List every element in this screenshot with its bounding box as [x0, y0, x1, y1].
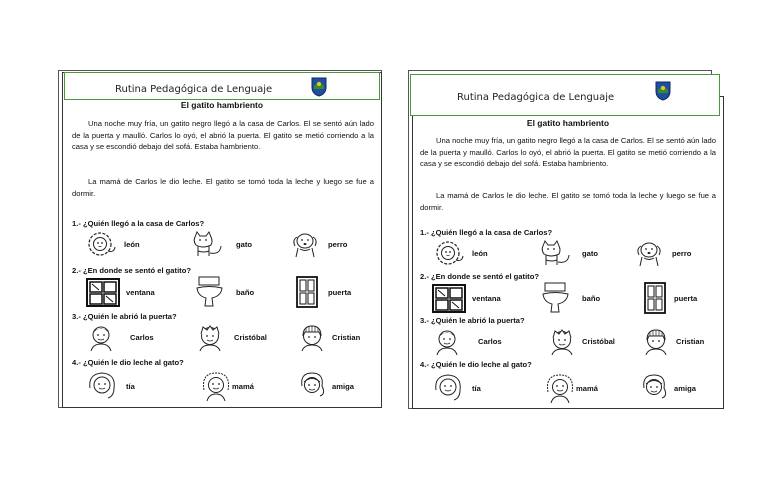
toilet-icon [196, 276, 224, 308]
question-2: 2.- ¿En donde se sentó el gatito? [72, 266, 191, 275]
door-icon [644, 282, 666, 314]
option-puerta[interactable] [296, 276, 376, 308]
option-perro[interactable] [290, 231, 370, 259]
question-2: 2.- ¿En donde se sentó el gatito? [420, 272, 539, 281]
story-paragraph-1-text: Una noche muy fría, un gatito negro llegó a la casa de Carlos. El se sentó aún lado de la puerta y maulló. Carlos lo oyó, el abrió la puerta. El gatito se metió corriendo a la casa y se escondió debajo del sofá. Estaba hambriento. [420, 136, 716, 168]
window-icon [86, 278, 120, 308]
school-crest-icon [655, 81, 671, 101]
option-label: tía [126, 382, 135, 391]
option-perro[interactable] [634, 240, 714, 268]
option-label: ventana [472, 294, 501, 303]
worksheet-left-header [64, 72, 380, 100]
option-label: perro [672, 249, 692, 258]
question-4: 4.- ¿Quién le dio leche al gato? [420, 360, 532, 369]
option-label: baño [582, 294, 601, 303]
option-label: Cristóbal [582, 337, 615, 346]
boy-icon [86, 324, 116, 352]
option-gato[interactable] [538, 240, 628, 268]
lion-icon [434, 240, 466, 268]
boy-icon [194, 324, 226, 352]
option-leon[interactable] [86, 231, 176, 259]
option-mama[interactable] [200, 370, 280, 402]
question-3: 3.- ¿Quién le abrió la puerta? [420, 316, 525, 325]
option-amiga[interactable] [638, 372, 718, 404]
dog-icon [290, 231, 324, 259]
option-label: Cristóbal [234, 333, 267, 342]
option-label: Cristian [332, 333, 361, 342]
option-label: mamá [576, 384, 598, 393]
option-carlos[interactable] [432, 328, 522, 356]
option-gato[interactable] [190, 231, 280, 259]
option-label: amiga [332, 382, 354, 391]
story-title: El gatito hambriento [180, 100, 264, 110]
school-crest-icon [311, 77, 327, 97]
option-carlos[interactable] [86, 324, 176, 352]
story-paragraph-1 [72, 118, 374, 153]
worksheet-right-header [410, 74, 720, 116]
option-label: ventana [126, 288, 155, 297]
option-tia[interactable] [86, 370, 176, 402]
woman-icon [432, 372, 464, 404]
boy-icon [296, 324, 328, 352]
option-label: gato [582, 249, 599, 258]
option-cristobal[interactable] [194, 324, 284, 352]
story-paragraph-2 [420, 190, 716, 213]
option-label: Carlos [478, 337, 502, 346]
story-paragraph-2 [72, 176, 374, 199]
option-label: tía [472, 384, 481, 393]
option-label: amiga [674, 384, 696, 393]
door-icon [296, 276, 318, 308]
woman-icon [86, 370, 118, 402]
story-paragraph-2-text: La mamá de Carlos le dio leche. El gatito se tomó toda la leche y luego se fue a dormir. [72, 177, 374, 198]
header-title: Rutina Pedagógica de Lenguaje [457, 92, 615, 103]
option-tia[interactable] [432, 372, 522, 404]
story-paragraph-1-text: Una noche muy fría, un gatito negro llegó a la casa de Carlos. El se sentó aún lado de la puerta y maulló. Carlos lo oyó, el abrió la puerta. El gatito se metió corriendo a la casa y se escondió debajo del sofá. Estaba hambriento. [72, 119, 374, 151]
option-label: león [124, 240, 140, 249]
option-label: puerta [328, 288, 352, 297]
story-paragraph-1 [420, 135, 716, 170]
boy-icon [546, 328, 578, 356]
option-bano[interactable] [196, 276, 276, 308]
option-label: Carlos [130, 333, 154, 342]
cat-icon [538, 240, 572, 268]
option-cristobal[interactable] [546, 328, 636, 356]
option-leon[interactable] [434, 240, 524, 268]
window-icon [432, 284, 466, 314]
option-puerta[interactable] [644, 282, 720, 314]
girl-icon [296, 370, 328, 402]
option-label: puerta [674, 294, 698, 303]
option-cristian[interactable] [640, 328, 720, 356]
girl-icon [638, 372, 670, 404]
cat-icon [190, 231, 224, 259]
story-paragraph-2-text: La mamá de Carlos le dio leche. El gatito se tomó toda la leche y luego se fue a dormir. [420, 191, 716, 212]
option-ventana[interactable] [86, 278, 176, 308]
option-label: león [472, 249, 488, 258]
question-1: 1.- ¿Quién llegó a la casa de Carlos? [72, 219, 205, 228]
question-1: 1.- ¿Quién llegó a la casa de Carlos? [420, 228, 553, 237]
header-title: Rutina Pedagógica de Lenguaje [115, 84, 273, 95]
option-label: baño [236, 288, 255, 297]
option-bano[interactable] [542, 282, 622, 314]
option-label: perro [328, 240, 348, 249]
option-mama[interactable] [544, 372, 624, 404]
option-amiga[interactable] [296, 370, 376, 402]
story-title: El gatito hambriento [526, 118, 610, 128]
option-label: Cristian [676, 337, 705, 346]
option-cristian[interactable] [296, 324, 376, 352]
lion-icon [86, 231, 118, 259]
woman-icon [200, 370, 232, 402]
question-3: 3.- ¿Quién le abrió la puerta? [72, 312, 177, 321]
dog-icon [634, 240, 668, 268]
question-4: 4.- ¿Quién le dio leche al gato? [72, 358, 184, 367]
woman-icon [544, 372, 576, 404]
option-label: gato [236, 240, 253, 249]
option-ventana[interactable] [432, 284, 522, 314]
toilet-icon [542, 282, 570, 314]
boy-icon [640, 328, 672, 356]
boy-icon [432, 328, 462, 356]
option-label: mamá [232, 382, 254, 391]
